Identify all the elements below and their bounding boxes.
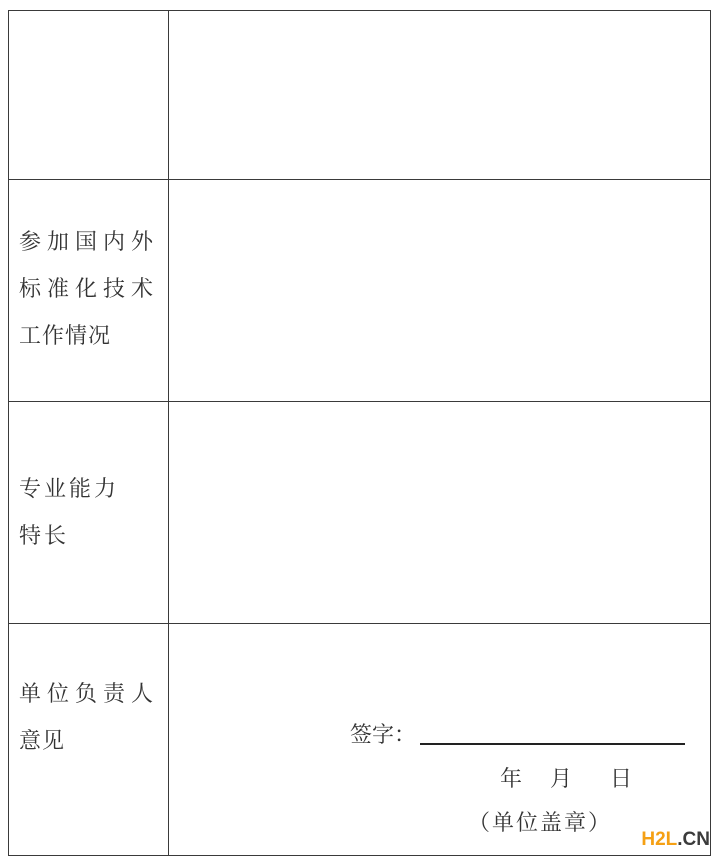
date-month: 月	[550, 767, 573, 792]
seal-note: （单位盖章）	[468, 811, 613, 836]
row-divider	[9, 179, 710, 180]
watermark-part: .CN	[677, 829, 710, 850]
label-line: 参加国内外	[19, 230, 160, 255]
label-professional-skills	[19, 466, 119, 560]
watermark-part: H2L	[641, 829, 678, 850]
row-divider	[9, 401, 710, 402]
label-line: 标准化技术	[19, 277, 160, 302]
label-line: 工作情况	[19, 324, 112, 349]
h2l-watermark-logo	[641, 829, 710, 851]
column-divider	[168, 11, 169, 855]
label-line: 单位负责人	[19, 682, 160, 707]
label-standardization-work	[19, 219, 159, 360]
date-year: 年	[500, 767, 523, 792]
row-divider	[9, 623, 710, 624]
label-unit-leader-opinion	[19, 671, 159, 765]
signature-line	[420, 743, 685, 745]
date-day: 日	[610, 767, 633, 792]
signature-label: 签字：	[350, 723, 417, 748]
label-line: 意见	[19, 729, 66, 754]
label-line: 特长	[19, 524, 70, 549]
label-line: 专业能力	[19, 477, 120, 502]
